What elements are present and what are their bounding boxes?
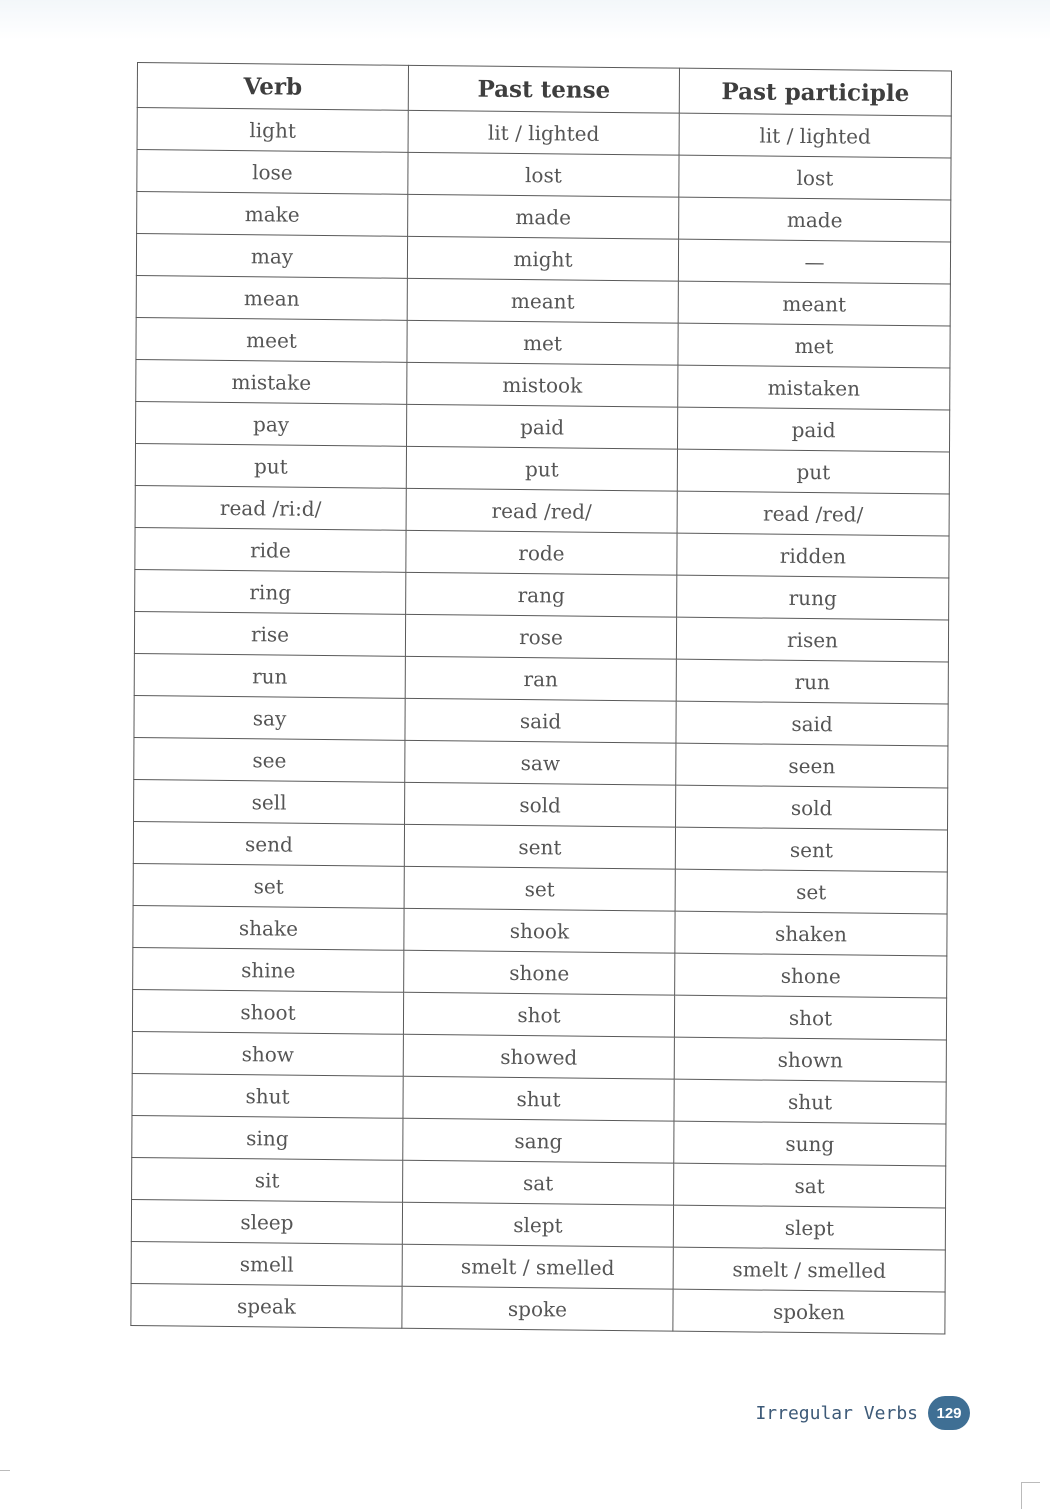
cell-past-tense: saw <box>405 740 676 785</box>
cell-past-tense: sang <box>403 1118 674 1163</box>
page-number-badge: 129 <box>928 1396 970 1430</box>
cell-verb: send <box>133 821 404 866</box>
cell-past-tense: rang <box>406 572 677 617</box>
cell-verb: sing <box>132 1115 403 1160</box>
cell-past-tense: put <box>406 446 677 491</box>
cell-past-tense: met <box>407 320 678 365</box>
cell-past-participle: shone <box>675 953 947 998</box>
cell-past-participle: paid <box>677 407 949 452</box>
cell-past-participle: met <box>678 323 950 368</box>
cell-verb: put <box>135 443 406 488</box>
cell-past-tense: ran <box>405 656 676 701</box>
cell-verb: set <box>133 863 404 908</box>
cell-verb: shut <box>132 1073 403 1118</box>
cell-past-tense: slept <box>402 1202 673 1247</box>
cell-past-participle: lost <box>679 155 951 200</box>
cell-verb: meet <box>136 317 407 362</box>
header-past-tense: Past tense <box>408 65 679 113</box>
cell-past-tense: paid <box>406 404 677 449</box>
cell-past-participle: shaken <box>675 911 947 956</box>
cell-past-participle: sat <box>674 1163 946 1208</box>
cell-verb: shine <box>133 947 404 992</box>
cell-past-tense: set <box>404 866 675 911</box>
cell-past-participle: smelt / smelled <box>673 1247 945 1292</box>
cell-past-tense: rose <box>405 614 676 659</box>
cell-past-tense: showed <box>403 1034 674 1079</box>
cell-past-tense: shook <box>404 908 675 953</box>
cell-past-tense: shot <box>403 992 674 1037</box>
cell-past-tense: might <box>407 236 678 281</box>
table-body <box>131 108 951 1334</box>
crop-mark <box>0 1470 10 1472</box>
cell-past-participle: ridden <box>677 533 949 578</box>
cell-verb: mean <box>136 275 407 320</box>
cell-verb: make <box>137 191 408 236</box>
cell-past-participle: sent <box>675 827 947 872</box>
cell-verb: sell <box>134 779 405 824</box>
cell-past-participle: shut <box>674 1079 946 1124</box>
cell-verb: read /ri:d/ <box>135 485 406 530</box>
page-footer <box>755 1396 970 1430</box>
cell-past-tense: lit / lighted <box>408 110 679 155</box>
cell-past-tense: smelt / smelled <box>402 1244 673 1289</box>
cell-past-participle: lit / lighted <box>679 113 951 158</box>
cell-past-tense: read /red/ <box>406 488 677 533</box>
page-top-tint <box>0 0 1050 40</box>
cell-past-participle: spoken <box>673 1289 945 1334</box>
cell-verb: shoot <box>132 989 403 1034</box>
cell-past-participle: put <box>677 449 949 494</box>
cell-verb: ring <box>135 569 406 614</box>
cell-past-participle: sung <box>674 1121 946 1166</box>
cell-past-tense: lost <box>408 152 679 197</box>
cell-verb: ride <box>135 527 406 572</box>
cell-past-participle: made <box>679 197 951 242</box>
cell-past-tense: mistook <box>407 362 678 407</box>
cell-past-tense: sent <box>404 824 675 869</box>
cell-past-tense: sat <box>403 1160 674 1205</box>
header-past-participle: Past participle <box>679 68 951 116</box>
cell-past-tense: meant <box>407 278 678 323</box>
cell-verb: pay <box>136 401 407 446</box>
cell-verb: light <box>137 108 408 153</box>
cell-verb: rise <box>134 611 405 656</box>
cell-past-participle: mistaken <box>678 365 950 410</box>
cell-past-participle: shot <box>674 995 946 1040</box>
cell-past-participle: slept <box>673 1205 945 1250</box>
irregular-verbs-table <box>130 62 952 1334</box>
cell-verb: mistake <box>136 359 407 404</box>
cell-verb: shake <box>133 905 404 950</box>
cell-verb: smell <box>131 1241 402 1286</box>
crop-mark <box>1021 1482 1040 1509</box>
cell-past-participle: meant <box>678 281 950 326</box>
table-row <box>131 1283 945 1334</box>
cell-verb: may <box>136 233 407 278</box>
cell-verb: see <box>134 737 405 782</box>
cell-past-participle: rung <box>677 575 949 620</box>
cell-past-tense: shone <box>404 950 675 995</box>
cell-past-participle: — <box>678 239 950 284</box>
cell-past-tense: said <box>405 698 676 743</box>
cell-past-tense: sold <box>405 782 676 827</box>
cell-verb: sleep <box>131 1199 402 1244</box>
cell-past-tense: made <box>408 194 679 239</box>
cell-past-tense: shut <box>403 1076 674 1121</box>
cell-past-participle: seen <box>676 743 948 788</box>
cell-past-participle: set <box>675 869 947 914</box>
cell-past-tense: rode <box>406 530 677 575</box>
cell-verb: speak <box>131 1283 402 1328</box>
cell-past-participle: said <box>676 701 948 746</box>
cell-past-tense: spoke <box>402 1286 673 1331</box>
cell-verb: run <box>134 653 405 698</box>
section-title: Irregular Verbs <box>755 1402 918 1424</box>
cell-verb: say <box>134 695 405 740</box>
cell-past-participle: risen <box>676 617 948 662</box>
cell-past-participle: shown <box>674 1037 946 1082</box>
cell-verb: sit <box>132 1157 403 1202</box>
irregular-verbs-table-wrapper <box>130 62 951 1334</box>
cell-past-participle: run <box>676 659 948 704</box>
cell-past-participle: read /red/ <box>677 491 949 536</box>
header-verb: Verb <box>137 63 408 111</box>
cell-verb: lose <box>137 150 408 195</box>
cell-verb: show <box>132 1031 403 1076</box>
cell-past-participle: sold <box>676 785 948 830</box>
